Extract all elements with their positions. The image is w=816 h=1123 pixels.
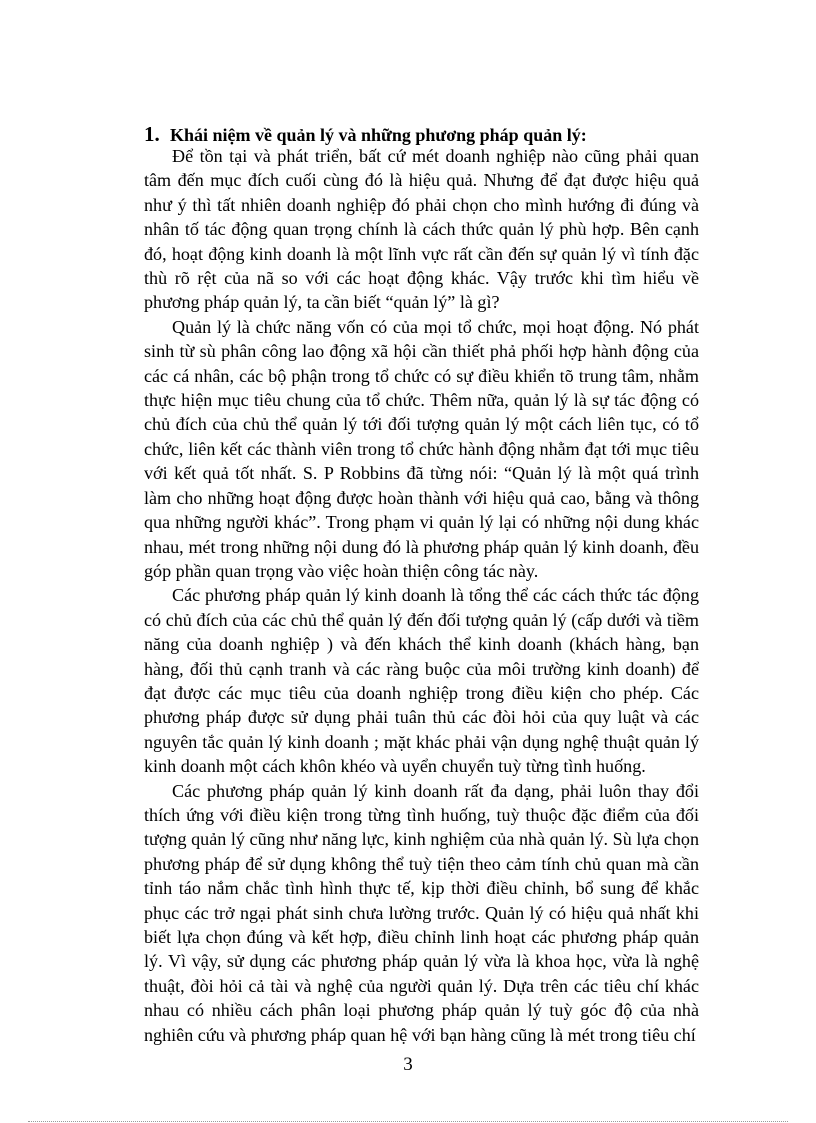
paragraph: Các phương pháp quản lý kinh doanh là tổng thể các cách thức tác động có chủ đích của các chủ thể quản lý đến đối tượng quản lý (cấp dưới và tiềm năng của doanh nghiệp ) và đến khách thể kinh doanh (khách hàng, bạn hàng, đối thủ cạnh tranh và các ràng buộc của môi trường kinh doanh) để đạt được các mục tiêu của doanh nghiệp trong điều kiện cho phép. Các phương pháp được sử dụng phải tuân thủ các đòi hỏi của quy luật và các nguyên tắc quản lý kinh doanh ; mặt khác phải vận dụng nghệ thuật quản lý kinh doanh một cách khôn khéo và uyển chuyển tuỳ từng tình huống. bbox=[144, 585, 699, 777]
section-number: 1. bbox=[144, 122, 160, 146]
body-text bbox=[144, 144, 699, 1047]
page-bottom-divider bbox=[28, 1121, 788, 1122]
paragraph: Quản lý là chức năng vốn có của mọi tổ chức, mọi hoạt động. Nó phát sinh từ sù phân công lao động xã hội cần thiết phả phối hợp hành động của các cá nhân, các bộ phận trong tổ chức có sự điều khiển tõ trung tâm, nhằm thực hiện mục tiêu chung của tổ chức. Thêm nữa, quản lý là sự tác động có chủ đích của chủ thể quản lý tới đối tượng quản lý một cách liên tục, có tổ chức, liên kết các thành viên trong tổ chức hành động nhằm đạt tới mục tiêu với kết quả tốt nhất. S. P Robbins đã từng nói: “Quản lý là một quá trình làm cho những hoạt động được hoàn thành với hiệu quả cao, bằng và thông qua những người khác”. Trong phạm vi quản lý lại có những nội dung khác nhau, mét trong những nội dung đó là phương pháp quản lý kinh doanh, đều góp phần quan trọng vào việc hoàn thiện công tác này. bbox=[144, 316, 699, 581]
paragraph: Các phương pháp quản lý kinh doanh rất đa dạng, phải luôn thay đổi thích ứng với điều kiện trong từng tình huống, tuỳ thuộc đặc điểm của đối tượng quản lý cũng như năng lực, kinh nghiệm của nhà quản lý. Sù lựa chọn phương pháp để sử dụng không thể tuỳ tiện theo cảm tính chủ quan mà cần tỉnh táo nắm chắc tình hình thực tế, kịp thời điều chỉnh, bổ sung để khắc phục các trở ngại phát sinh chưa lường trước. Quản lý có hiệu quả nhất khi biết lựa chọn đúng và kết hợp, điều chỉnh linh hoạt các phương pháp quản lý. Vì vậy, sử dụng các phương pháp quản lý vừa là khoa học, vừa là nghệ thuật, đòi hỏi cả tài và nghệ của người quản lý. Dựa trên các tiêu chí khác nhau có nhiều cách phân loại phương pháp quản lý tuỳ góc độ của nhà nghiên cứu và phương pháp quan hệ với bạn hàng cũng là mét trong tiêu chí bbox=[144, 780, 699, 1045]
paragraph: Để tồn tại và phát triển, bất cứ mét doanh nghiệp nào cũng phải quan tâm đến mục đích cuối cùng đó là hiệu quả. Nhưng để đạt được hiệu quả như ý thì tất nhiên doanh nghiệp đó phải chọn cho mình hướng đi đúng và nhân tố tác động quan trọng chính là cách thức quản lý phù hợp. Bên cạnh đó, hoạt động kinh doanh là một lĩnh vực rất cần đến sự quản lý vì tính đặc thù rõ rệt của nã so với các hoạt động khác. Vậy trước khi tìm hiểu về phương pháp quản lý, ta cần biết “quản lý” là gì? bbox=[144, 146, 699, 313]
section-title: Khái niệm về quản lý và những phương pháp quản lý: bbox=[170, 125, 587, 145]
page-number: 3 bbox=[403, 1054, 413, 1075]
